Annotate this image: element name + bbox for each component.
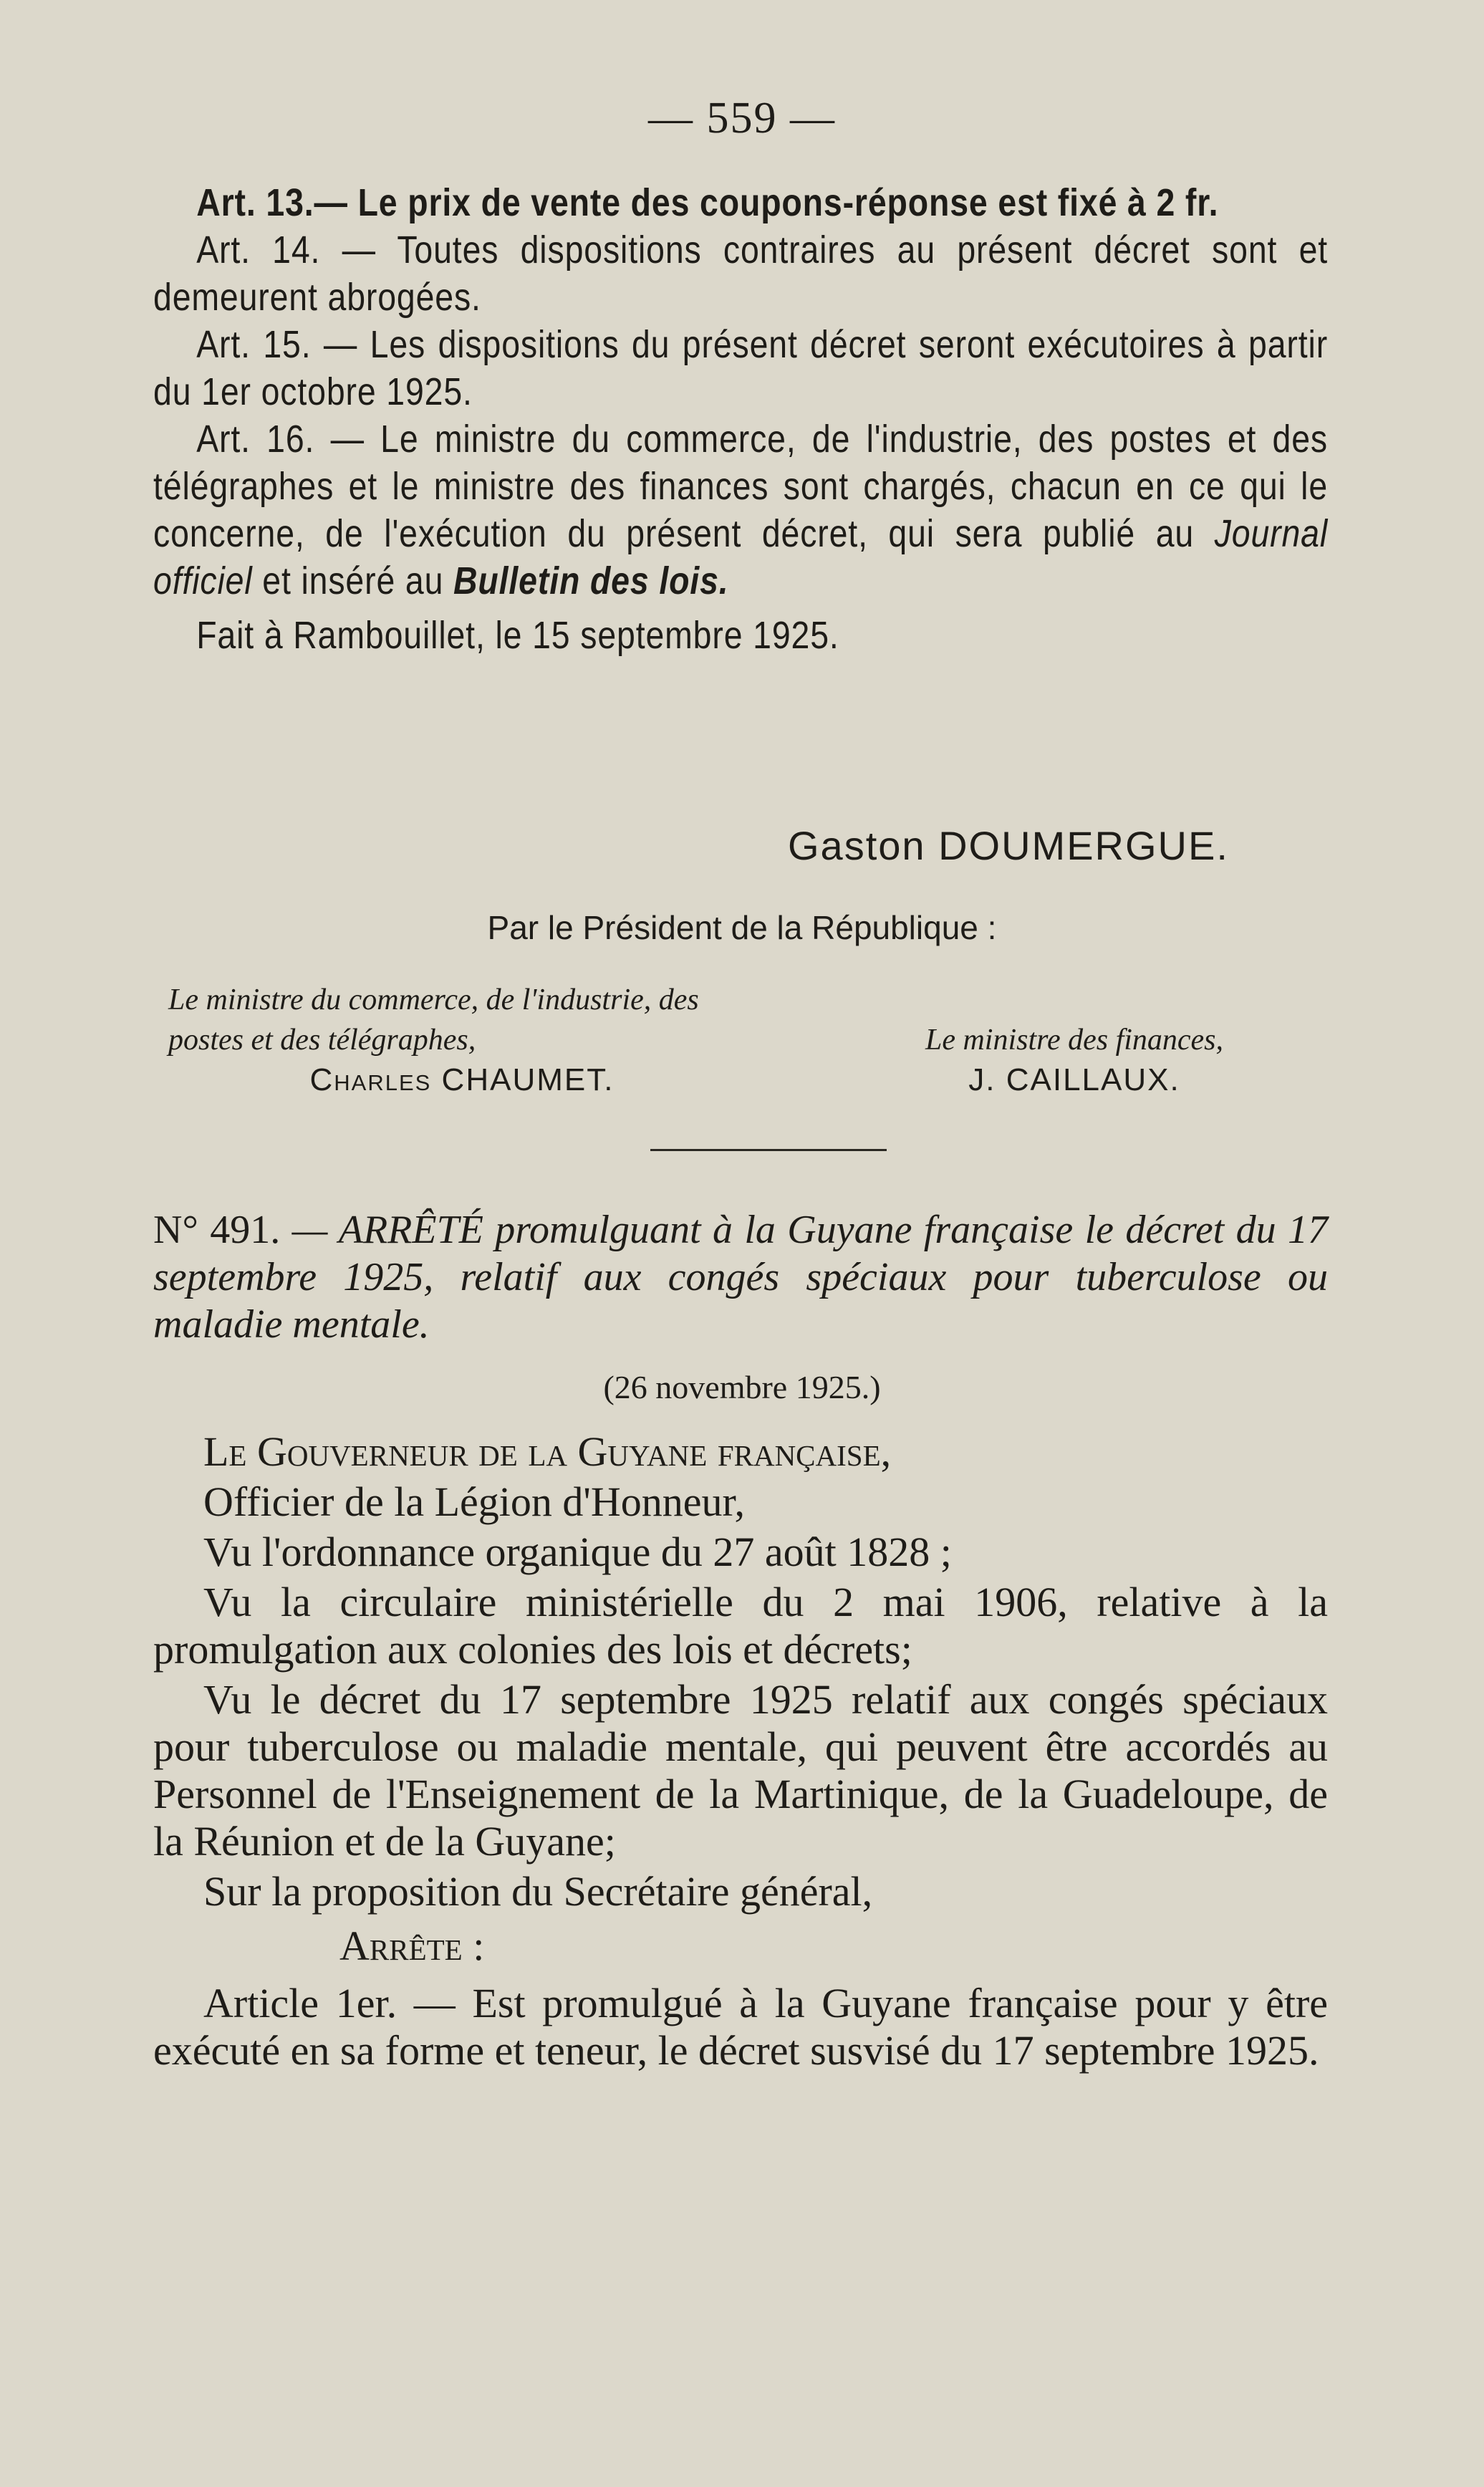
fait-line: Fait à Rambouillet, le 15 septembre 1925. bbox=[196, 614, 839, 657]
articles-section bbox=[153, 179, 1328, 659]
article-15: Art. 15. — Les dispositions du présent décret seront exécutoires à partir du 1er octobre 1925. bbox=[153, 323, 1329, 413]
body-officier: Officier de la Légion d'Honneur, bbox=[203, 1478, 745, 1525]
minister-commerce-name: Charles CHAUMET. bbox=[309, 1062, 615, 1097]
body-ordonnance: Vu l'ordonnance organique du 27 août 1828 ; bbox=[203, 1529, 952, 1575]
decree-title: — ARRÊTÉ promulguant à la Guyane française le décret du 17 septembre 1925, relatif aux congés spéciaux pour tuberculose ou maladie mentale. bbox=[153, 1208, 1328, 1347]
body-proposition: Sur la proposition du Secrétaire général, bbox=[203, 1868, 873, 1915]
decree-number: N° 491. bbox=[153, 1208, 281, 1252]
par-le-president: Par le Président de la République : bbox=[487, 909, 997, 946]
minister-finances bbox=[824, 1020, 1325, 1100]
decree-date: (26 novembre 1925.) bbox=[603, 1369, 881, 1405]
bulletin-des-lois: Bulletin des lois. bbox=[453, 559, 729, 602]
article-13: Art. 13.— Le prix de vente des coupons-réponse est fixé à 2 fr. bbox=[196, 181, 1219, 224]
article-16-mid: et inséré au bbox=[252, 559, 454, 602]
minister-commerce-title: Le ministre du commerce, de l'industrie, des postes et des télégraphes, bbox=[168, 983, 699, 1057]
article-16 bbox=[153, 415, 1328, 605]
signature-doumergue: Gaston DOUMERGUE. bbox=[788, 823, 1229, 868]
minister-commerce bbox=[168, 980, 756, 1100]
page-number: — 559 — bbox=[648, 94, 836, 143]
body-gouverneur: Le Gouverneur de la Guyane française, bbox=[203, 1428, 892, 1475]
minister-finances-name: J. CAILLAUX. bbox=[968, 1062, 1180, 1097]
journal-officiel: Journal officiel bbox=[153, 512, 1329, 602]
minister-finances-title: Le ministre des finances, bbox=[925, 1024, 1224, 1057]
section-divider bbox=[650, 1149, 887, 1151]
decree-heading bbox=[153, 1206, 1328, 1348]
arrete-heading: Arrête : bbox=[339, 1923, 485, 1969]
article-1: Article 1er. — Est promulgué à la Guyane française pour y être exécuté en sa forme et teneur, le décret susvisé du 17 septembre 1925. bbox=[153, 1980, 1328, 2074]
article-14: Art. 14. — Toutes dispositions contraires au présent décret sont et demeurent abrogées. bbox=[153, 229, 1329, 319]
article-16-text: Art. 16. — Le ministre du commerce, de l'industrie, des postes et des télégraphes et le ministre des finances sont chargés, chacun en ce qui le concerne, de l'exécution du présent décret, qui sera publié au bbox=[153, 418, 1329, 555]
body-circulaire: Vu la circulaire ministérielle du 2 mai 1906, relative à la promulgation aux colonies des lois et décrets; bbox=[153, 1579, 1328, 1673]
body-decret: Vu le décret du 17 septembre 1925 relatif aux congés spéciaux pour tuberculose ou maladie mentale, qui peuvent être accordés au Personnel de l'Enseignement de la Martinique, de la Guadeloupe, de la Réunion et de la Guyane; bbox=[153, 1676, 1328, 1865]
decree-body bbox=[153, 1428, 1328, 2077]
articles-text bbox=[153, 179, 1328, 659]
